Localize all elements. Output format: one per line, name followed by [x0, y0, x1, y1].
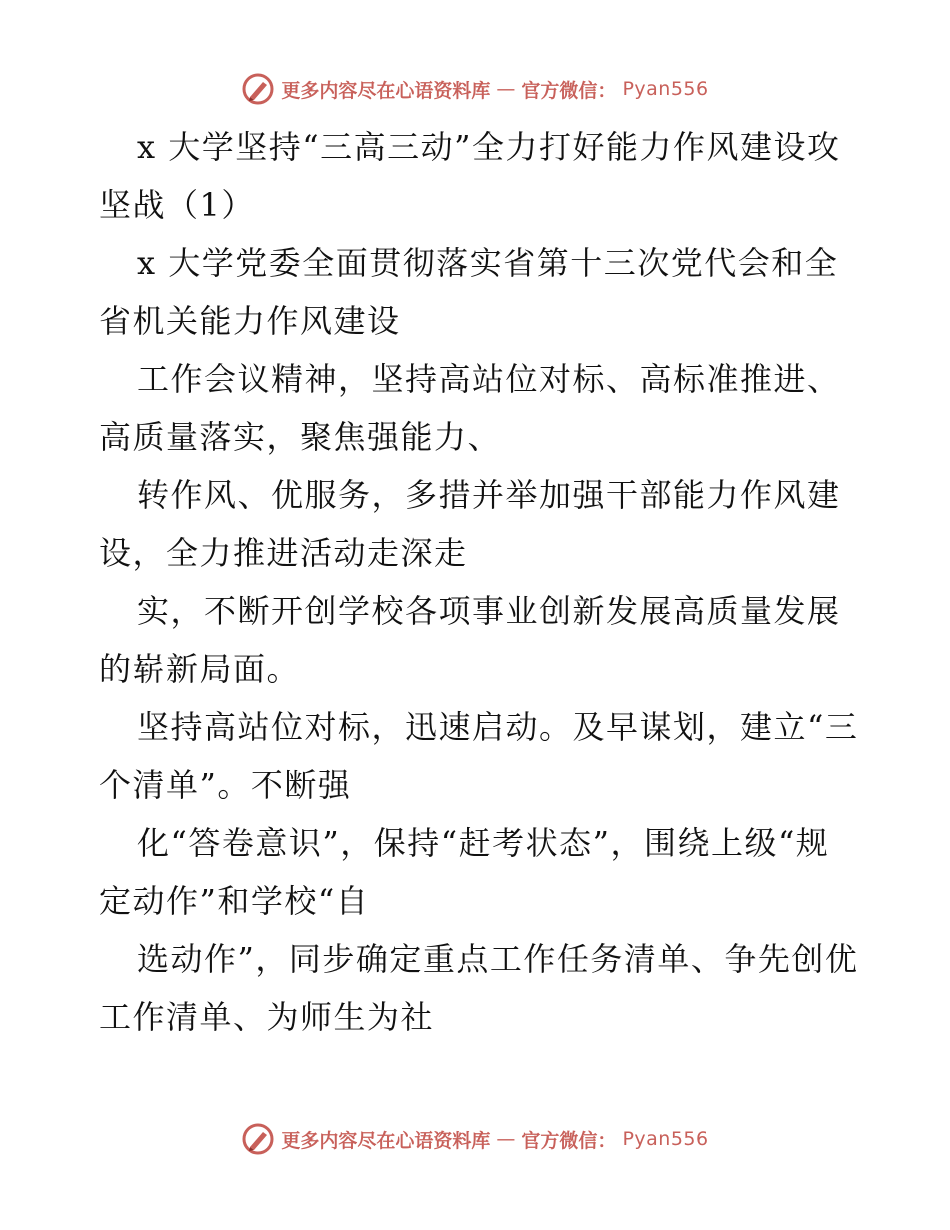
watermark-separator: —: [496, 78, 516, 100]
header-watermark: [0, 72, 950, 106]
watermark-site-text: 更多内容尽在心语资料库: [281, 79, 491, 102]
document-title: x 大学坚持“三高三动”全力打好能力作风建设攻坚战（1）: [99, 128, 841, 224]
paragraph: 转作风、优服务，多措并举加强干部能力作风建设，全力推进活动走深走: [99, 476, 841, 572]
paragraph: 选动作”，同步确定重点工作任务清单、争先创优工作清单、为师生为社: [99, 940, 859, 1036]
pen-logo-icon: [241, 72, 275, 106]
paragraph: 坚持高站位对标，迅速启动。及早谋划，建立“三个清单”。不断强: [99, 708, 859, 804]
pen-logo-icon: [241, 1122, 275, 1156]
document-body: [99, 118, 859, 1046]
watermark-account-id: Pyan556: [622, 78, 709, 100]
watermark-site-text: 更多内容尽在心语资料库: [281, 1129, 491, 1152]
paragraph: 实，不断开创学校各项事业创新发展高质量发展的崭新局面。: [99, 592, 841, 688]
paragraph: x 大学党委全面贯彻落实省第十三次党代会和全省机关能力作风建设: [99, 244, 839, 340]
paragraph: 化“答卷意识”，保持“赶考状态”，围绕上级“规定动作”和学校“自: [99, 824, 830, 920]
watermark-account-label: 官方微信：: [521, 79, 617, 102]
paragraph: 工作会议精神，坚持高站位对标、高标准推进、高质量落实，聚焦强能力、: [99, 360, 841, 456]
watermark-account-label: 官方微信：: [521, 1129, 617, 1152]
watermark-separator: —: [496, 1128, 516, 1150]
watermark-account-id: Pyan556: [622, 1128, 709, 1150]
footer-watermark: [0, 1122, 950, 1156]
